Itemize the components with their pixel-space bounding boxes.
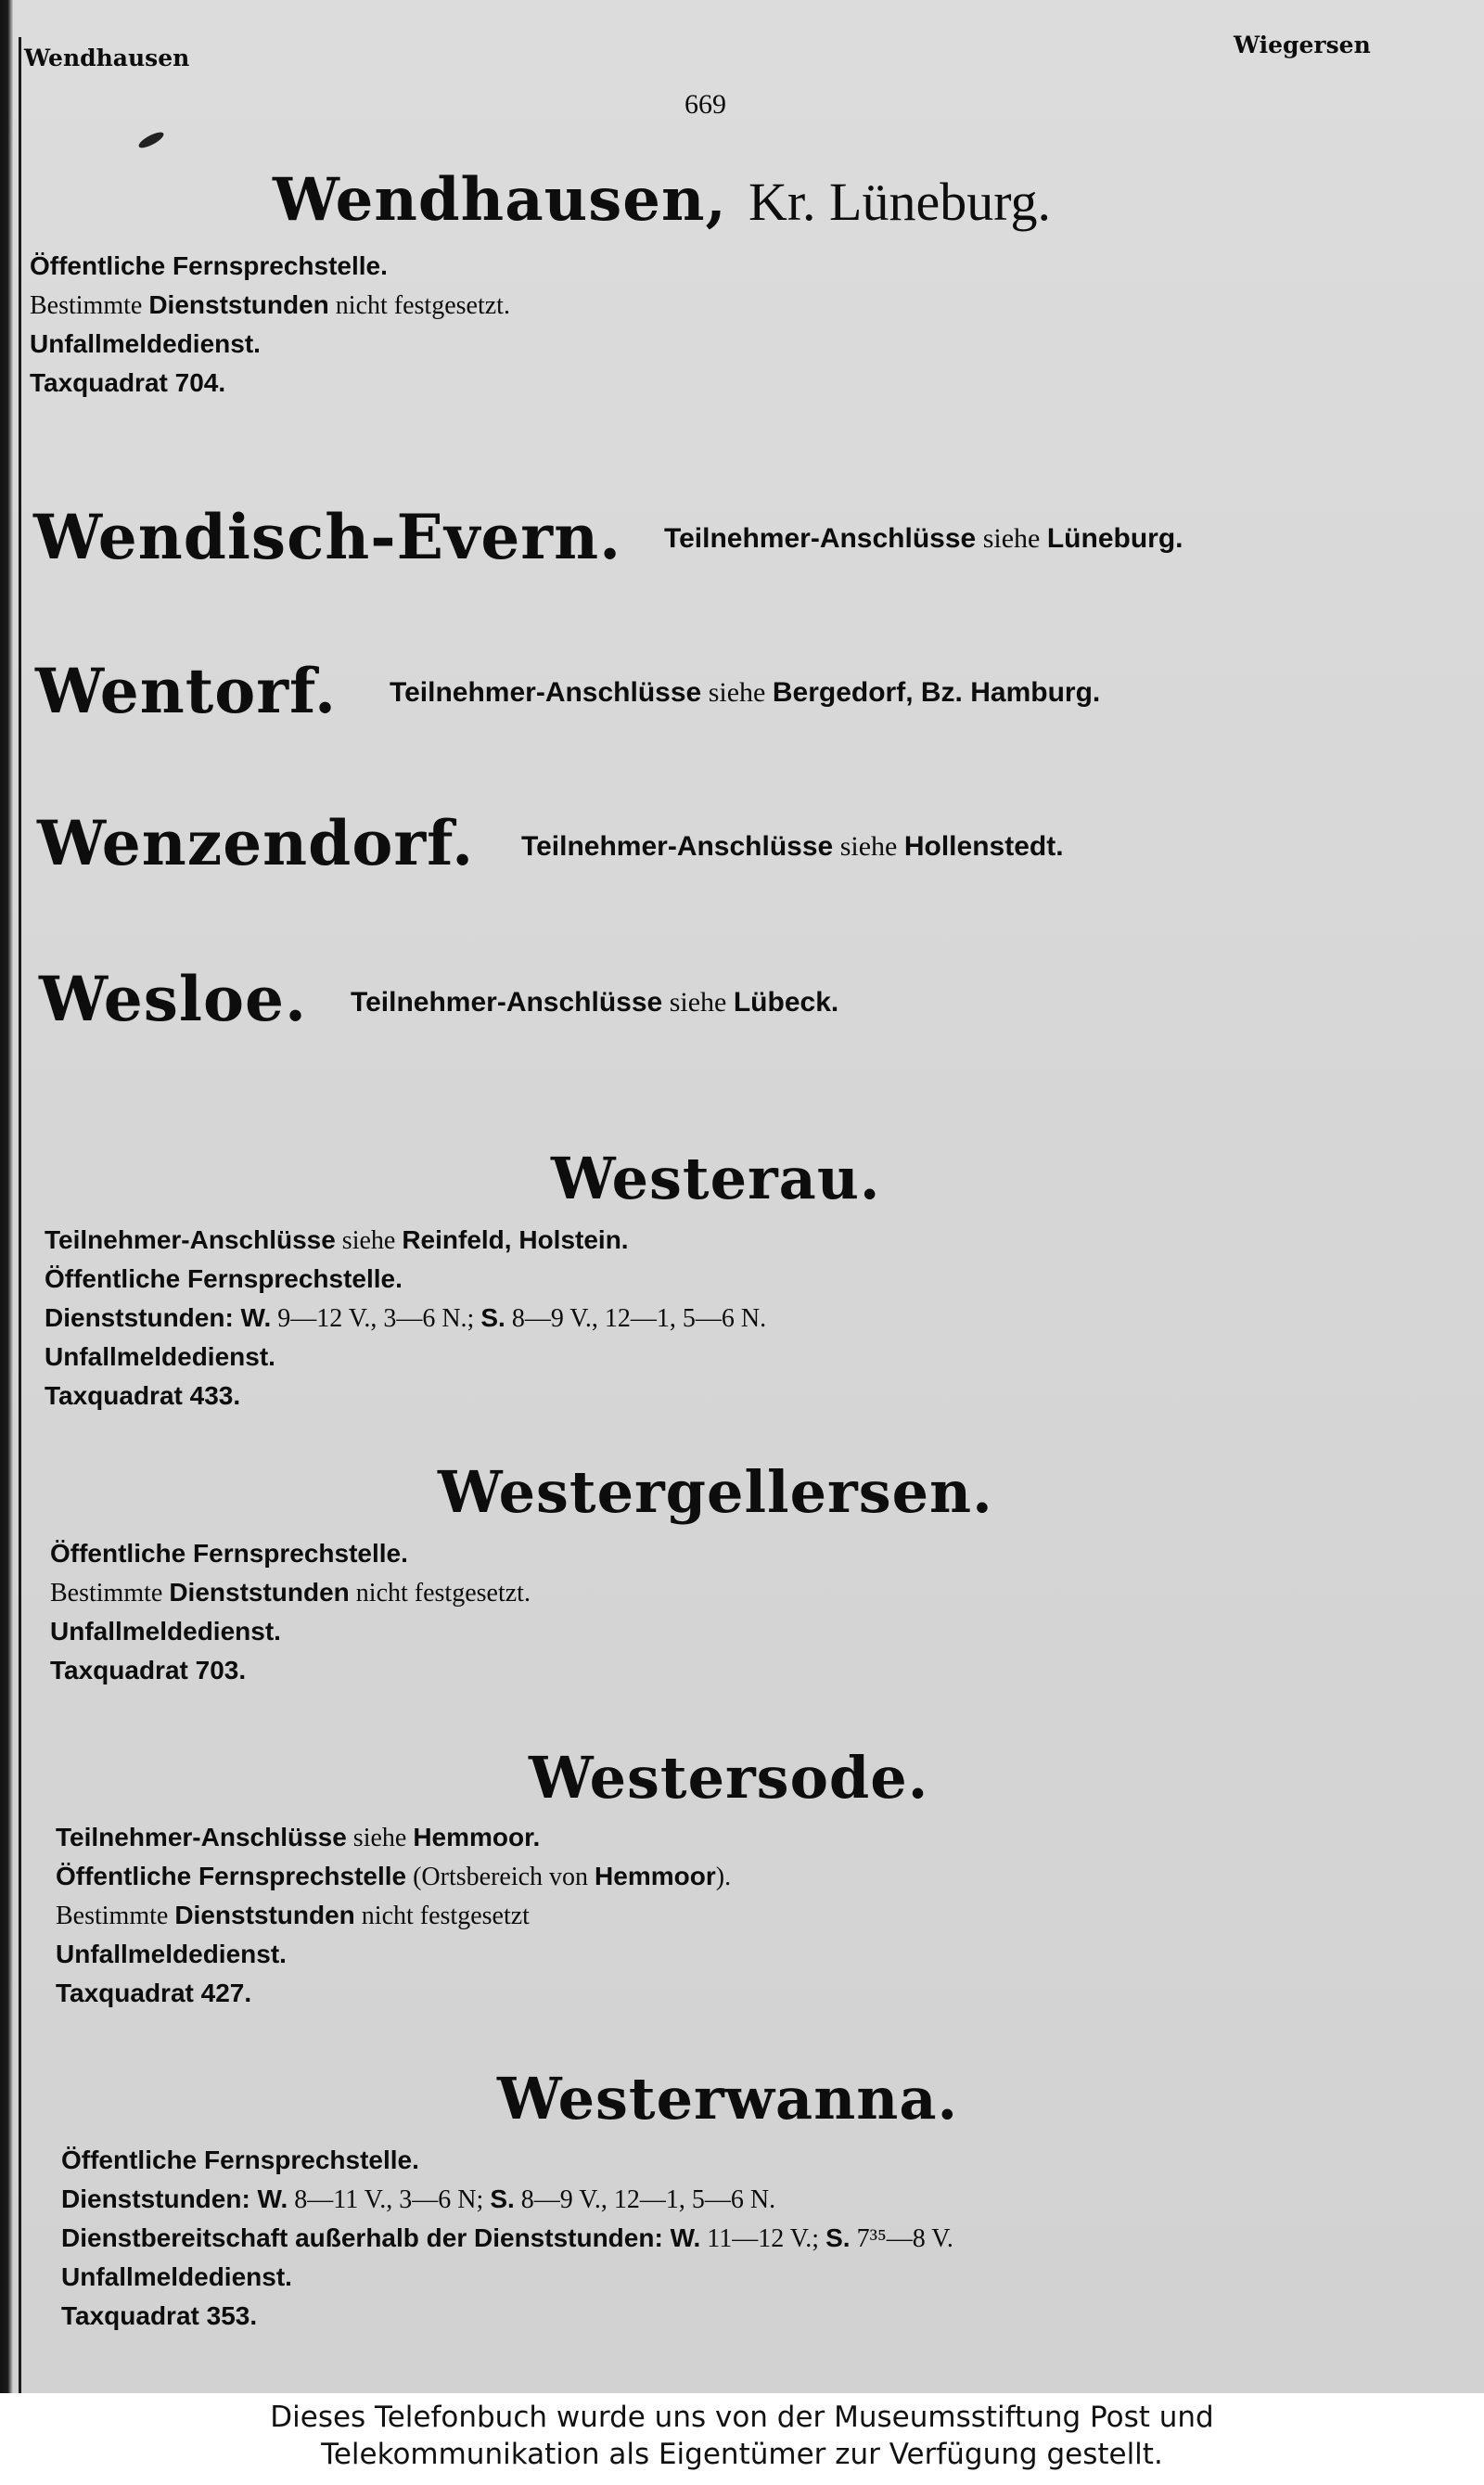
binding-shadow (0, 0, 13, 2393)
line-text: Öffentliche Fernsprechstelle. (61, 2146, 419, 2174)
line-text: nicht festgesetzt (354, 1902, 530, 1930)
entry-line (61, 2219, 953, 2258)
line-text: ). (715, 1863, 732, 1891)
line-text: S. (480, 1303, 505, 1332)
line-text-bold: Dienststunden (174, 1901, 355, 1929)
entry-note-wendisch-evern (664, 523, 1183, 555)
note-target: Hollenstedt. (903, 831, 1064, 862)
entry-title-wendisch-evern: Wendisch-Evern. (33, 501, 622, 573)
line-text: Öffentliche Fernsprechstelle. (45, 1264, 403, 1293)
line-text: Unfallmeldedienst. (50, 1617, 281, 1646)
entry-body-westergellersen (50, 1534, 531, 1690)
entry-line (45, 1377, 766, 1415)
entry-title-westersode: Westersode. (529, 1744, 929, 1812)
line-text: Reinfeld, Holstein. (402, 1225, 629, 1254)
note-text: Teilnehmer-Anschlüsse (521, 831, 834, 862)
entry-body-westersode (56, 1818, 731, 2013)
entry-title-wesloe: Wesloe. (39, 963, 307, 1035)
entry-title-westerau: Westerau. (551, 1145, 881, 1212)
margin-rule (19, 37, 21, 2393)
entry-line (56, 1935, 731, 1974)
entry-body-westerau (45, 1221, 766, 1415)
line-text: Öffentliche Fernsprechstelle. (30, 251, 388, 280)
line-text: 8—9 V., 12—1, 5—6 N. (505, 1304, 767, 1333)
note-see: siehe (833, 831, 904, 862)
line-text: nicht festgesetzt. (349, 1579, 531, 1608)
ink-speck (136, 130, 165, 151)
entry-line (45, 1299, 766, 1338)
attribution-footer (0, 2393, 1484, 2485)
entry-title-wenzendorf: Wenzendorf. (37, 807, 475, 879)
running-head-right: Wiegersen (1234, 32, 1371, 58)
entry-note-wenzendorf (521, 831, 1064, 863)
entry-title-wendhausen (273, 165, 1051, 235)
entry-line (50, 1651, 531, 1690)
line-text: Öffentliche Fernsprechstelle (56, 1862, 407, 1890)
line-text: 7³⁵—8 V. (850, 2224, 953, 2253)
line-text: siehe (346, 1824, 414, 1852)
entry-note-wesloe (351, 987, 838, 1018)
entry-line (61, 2297, 953, 2336)
line-text: Öffentliche Fernsprechstelle. (50, 1539, 408, 1568)
note-target: Lüneburg. (1046, 523, 1183, 554)
line-text: 8—11 V., 3—6 N; (288, 2185, 491, 2214)
line-text: Teilnehmer-Anschlüsse (45, 1225, 336, 1254)
line-text: S. (490, 2184, 515, 2213)
line-text-bold: Dienststunden (148, 290, 329, 319)
line-text: Bestimmte (56, 1902, 175, 1930)
entry-line (56, 1857, 731, 1896)
entry-line (45, 1260, 766, 1299)
line-text: Taxquadrat 433. (45, 1381, 241, 1410)
line-text: Unfallmeldedienst. (56, 1940, 287, 1968)
note-target: Lübeck. (733, 987, 839, 1018)
entry-line (45, 1338, 766, 1377)
note-see: siehe (701, 677, 773, 708)
line-text: Taxquadrat 704. (30, 368, 226, 397)
entry-title-westergellersen: Westergellersen. (438, 1458, 993, 1526)
entry-line (45, 1221, 766, 1260)
entry-line (61, 2180, 953, 2219)
entry-body-westerwanna (61, 2141, 953, 2336)
line-text: Unfallmeldedienst. (45, 1342, 275, 1371)
line-text: nicht festgesetzt. (328, 291, 510, 320)
line-text: (Ortsbereich von (406, 1863, 595, 1891)
note-text: Teilnehmer-Anschlüsse (664, 523, 977, 554)
line-text: Hemmoor. (413, 1823, 541, 1851)
entry-title-westerwanna: Westerwanna. (497, 2065, 959, 2133)
line-text: Hemmoor (595, 1862, 716, 1890)
entry-title-wentorf: Wentorf. (35, 655, 338, 727)
footer-line-2: Telekommunikation als Eigentümer zur Verfügung gestellt. (321, 2438, 1163, 2471)
line-text: Bestimmte (30, 291, 149, 320)
entry-line (30, 364, 510, 403)
line-text: Dienstbereitschaft außerhalb der Dienststunden: W. (61, 2223, 701, 2252)
entry-line (50, 1612, 531, 1651)
entry-line (30, 286, 510, 325)
entry-note-wentorf (390, 677, 1100, 709)
line-text-bold: Dienststunden (169, 1578, 350, 1607)
line-text: 11—12 V.; (700, 2224, 826, 2253)
line-text: Dienststunden: W. (45, 1303, 272, 1332)
entry-line (30, 247, 510, 286)
entry-line (30, 325, 510, 364)
line-text: Taxquadrat 353. (61, 2301, 258, 2330)
entry-title-text: Wendhausen, (273, 165, 727, 235)
note-see: siehe (976, 523, 1047, 554)
entry-line (56, 1896, 731, 1935)
line-text: Taxquadrat 427. (56, 1979, 252, 2007)
line-text: S. (825, 2223, 851, 2252)
line-text: Unfallmeldedienst. (61, 2262, 292, 2291)
entry-line (50, 1573, 531, 1612)
line-text: Dienststunden: W. (61, 2184, 288, 2213)
note-see: siehe (662, 987, 734, 1018)
page-number: 669 (684, 89, 726, 120)
entry-title-suffix: Kr. Lüneburg. (748, 172, 1051, 232)
footer-line-1: Dieses Telefonbuch wurde uns von der Museumsstiftung Post und (270, 2401, 1214, 2434)
note-text: Teilnehmer-Anschlüsse (390, 677, 702, 708)
entry-line (61, 2141, 953, 2180)
entry-body-wendhausen (30, 247, 510, 403)
running-head-left: Wendhausen (24, 45, 190, 71)
line-text: Teilnehmer-Anschlüsse (56, 1823, 347, 1851)
line-text: Taxquadrat 703. (50, 1656, 247, 1684)
entry-line (61, 2258, 953, 2297)
entry-line (56, 1974, 731, 2013)
entry-line (56, 1818, 731, 1857)
line-text: Bestimmte (50, 1579, 170, 1608)
note-target: Bergedorf, Bz. Hamburg. (772, 677, 1101, 708)
line-text: siehe (335, 1226, 403, 1255)
note-text: Teilnehmer-Anschlüsse (351, 987, 663, 1018)
entry-line (50, 1534, 531, 1573)
line-text: 8—9 V., 12—1, 5—6 N. (514, 2185, 776, 2214)
line-text: Unfallmeldedienst. (30, 329, 261, 358)
line-text: 9—12 V., 3—6 N.; (271, 1304, 481, 1333)
